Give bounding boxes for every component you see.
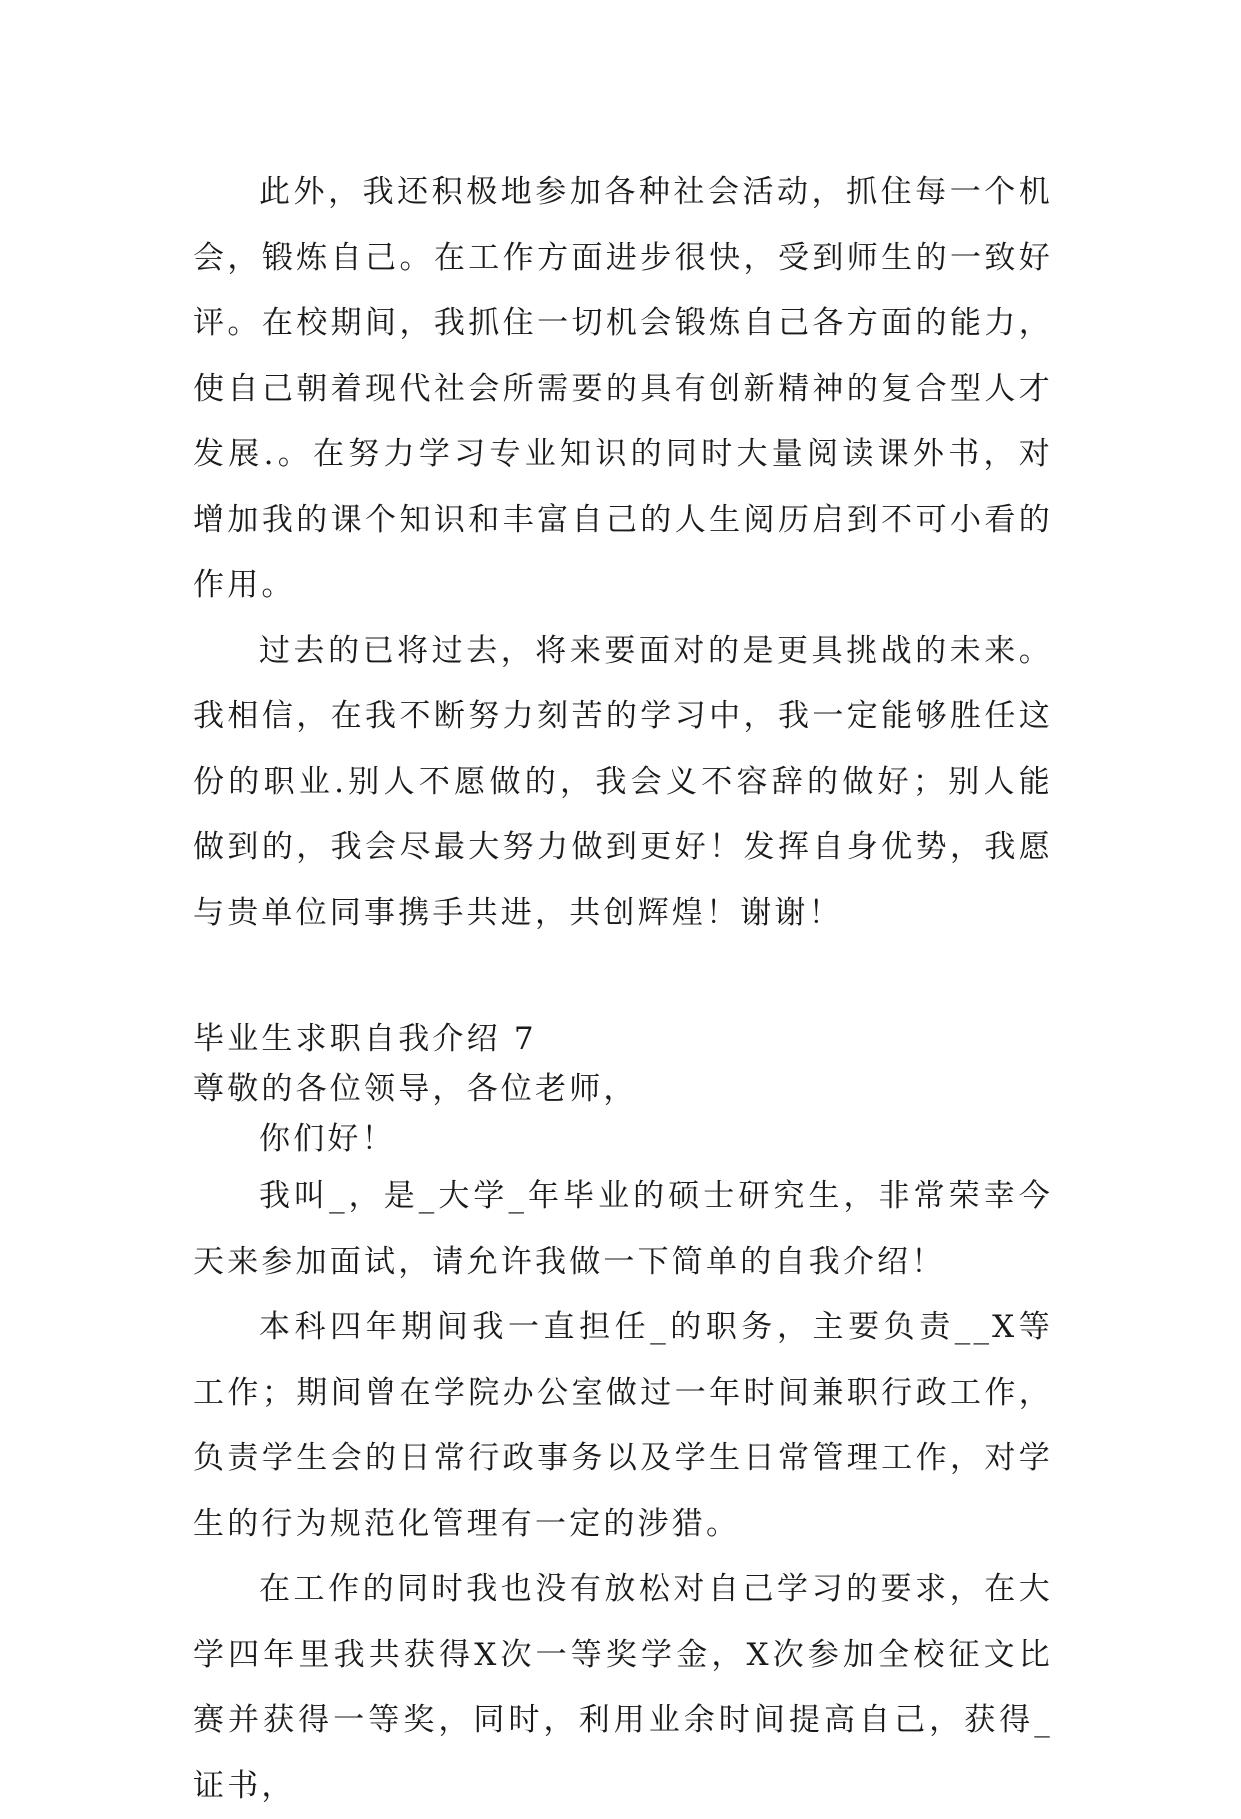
paragraph-duties: 本科四年期间我一直担任_的职务，主要负责__X等工作；期间曾在学院办公室做过一年时间兼职行政工作，负责学生会的日常行政事务以及学生日常管理工作，对学生的行为规范化管理有一定的涉猎。	[193, 1309, 1053, 1542]
greeting: 你们好！	[259, 1121, 396, 1157]
section-title: 毕业生求职自我介绍 7	[193, 1021, 537, 1057]
paragraph-intro: 我叫_，是_大学_年毕业的硕士研究生，非常荣幸今天来参加面试，请允许我做一下简单的自我介绍！	[193, 1178, 1053, 1280]
paragraph-activities: 此外，我还积极地参加各种社会活动，抓住每一个机会，锻炼自己。在工作方面进步很快，受到师生的一致好评。在校期间，我抓住一切机会锻炼自己各方面的能力，使自己朝着现代社会所需要的具有创新精神的复合型人才发展.。在努力学习专业知识的同时大量阅读课外书，对增加我的课个知识和丰富自己的人生阅历启到不可小看的作用。	[193, 174, 1053, 603]
document-body	[193, 160, 1053, 1819]
paragraph-study: 在工作的同时我也没有放松对自己学习的要求，在大学四年里我共获得X次一等奖学金，X次参加全校征文比赛并获得一等奖，同时，利用业余时间提高自己，获得_证书，	[193, 1571, 1053, 1804]
salutation: 尊敬的各位领导，各位老师，	[193, 1071, 638, 1107]
paragraph-future: 过去的已将过去，将来要面对的是更具挑战的未来。我相信，在我不断努力刻苦的学习中，我一定能够胜任这份的职业.别人不愿做的，我会义不容辞的做好；别人能做到的，我会尽最大努力做到更好！发挥自身优势，我愿与贵单位同事携手共进，共创辉煌！谢谢！	[193, 632, 1053, 931]
